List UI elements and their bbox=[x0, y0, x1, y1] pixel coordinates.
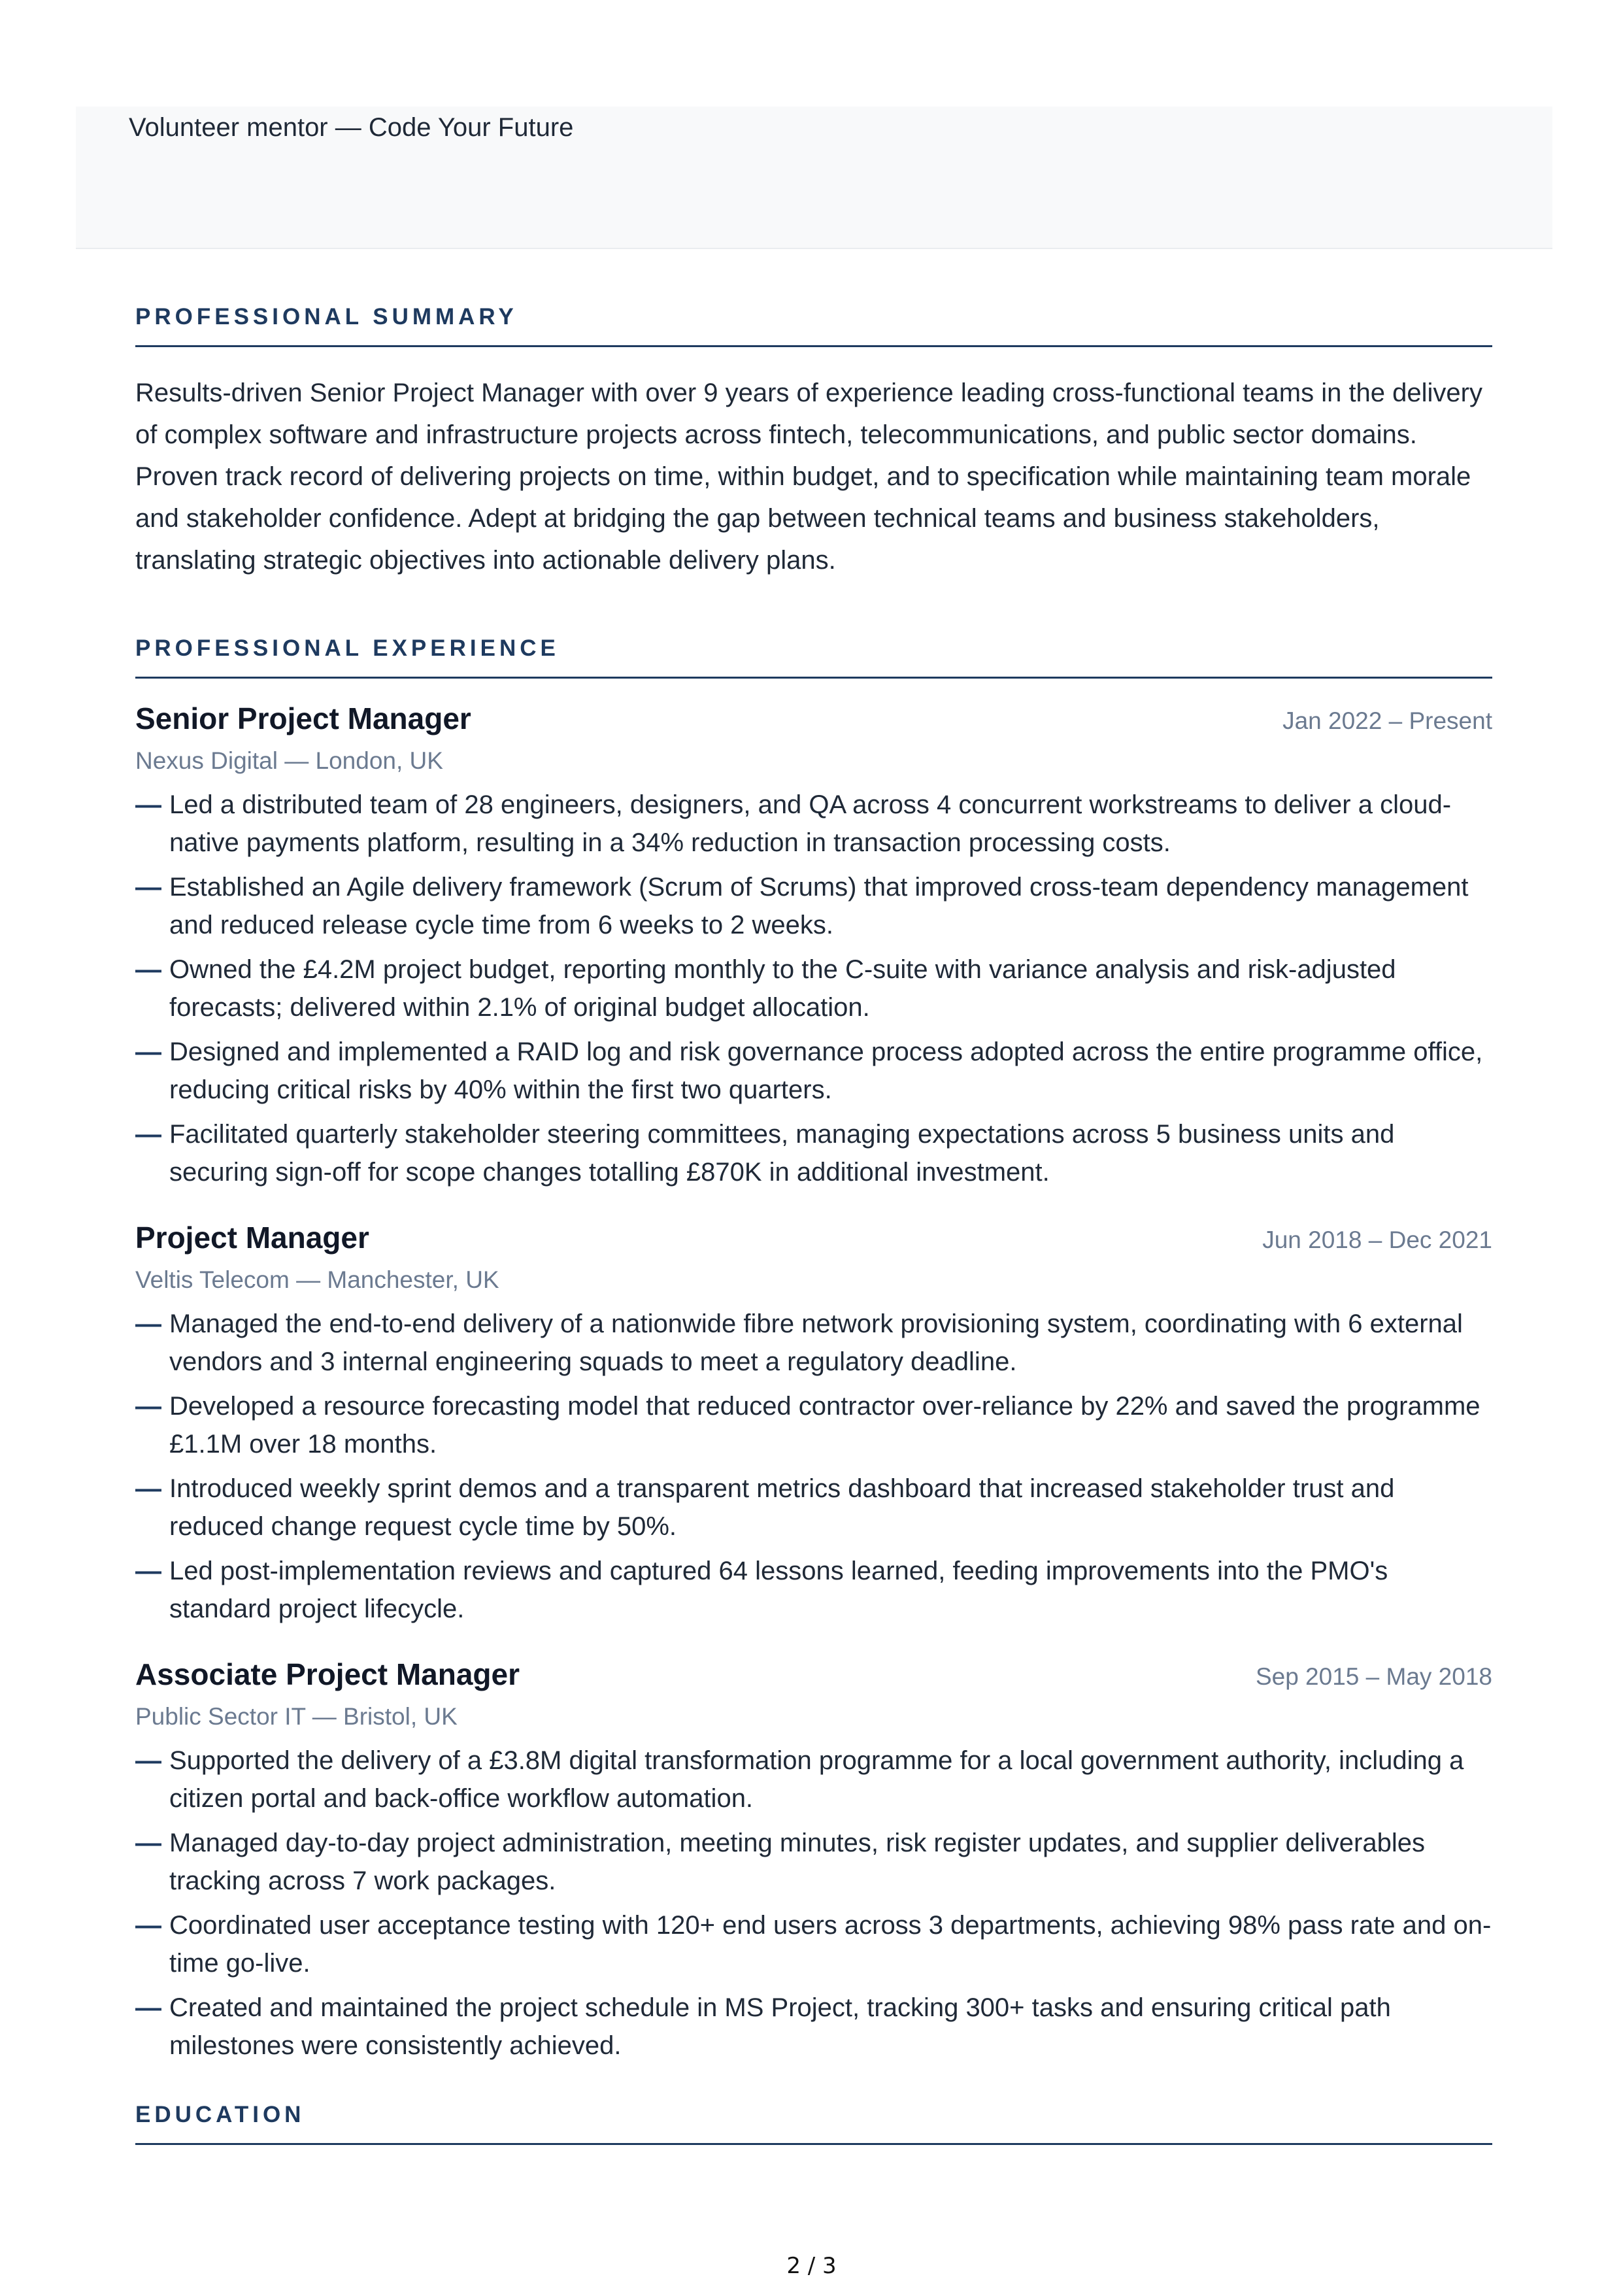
job-company: Veltis Telecom — Manchester, UK bbox=[135, 1266, 499, 1293]
resume-content bbox=[135, 301, 1492, 2145]
bullet-text: Designed and implemented a RAID log and risk governance process adopted across the entire programme office, reducing critical risks by 40% within the first two quarters. bbox=[169, 1038, 1483, 1104]
bullet-dash: — bbox=[135, 1911, 161, 1940]
bullet-text: Managed day-to-day project administration, meeting minutes, risk register updates, and supplier deliverables tracking across 7 work packages. bbox=[169, 1829, 1425, 1895]
job-header bbox=[135, 1654, 1492, 1697]
bullet-dash: — bbox=[135, 955, 161, 984]
bullet-dash: — bbox=[135, 1392, 161, 1421]
bullet-text: Established an Agile delivery framework (Scrum of Scrums) that improved cross-team dependency management and reduced release cycle time from 6 weeks to 2 weeks. bbox=[169, 873, 1469, 939]
job-dates: Sep 2015 – May 2018 bbox=[1255, 1663, 1492, 1690]
job-entry bbox=[135, 1654, 1492, 2065]
summary-text: Results-driven Senior Project Manager with over 9 years of experience leading cross-functional teams in the delivery of complex software and infrastructure projects across fintech, telecommunications, and public sector domains. Proven track record of delivering projects on time, within budget, and to specification while maintaining team morale and stakeholder confidence. Adept at bridging the gap between technical teams and business stakeholders, translating strategic objectives into actionable delivery plans. bbox=[135, 379, 1482, 575]
bullet-text: Managed the end-to-end delivery of a nationwide fibre network provisioning system, coordinating with 6 external vendors and 3 internal engineering squads to meet a regulatory deadline. bbox=[169, 1309, 1463, 1376]
job-company: Nexus Digital — London, UK bbox=[135, 747, 443, 774]
experience-section bbox=[135, 632, 1492, 2065]
summary-section bbox=[135, 301, 1492, 581]
bullet-text: Introduced weekly sprint demos and a transparent metrics dashboard that increased stakeholder trust and reduced change request cycle time by 50%. bbox=[169, 1474, 1395, 1541]
bullet-item bbox=[135, 1552, 1492, 1628]
bullet-item bbox=[135, 951, 1492, 1026]
bullet-dash: — bbox=[135, 1309, 161, 1338]
bullet-text: Facilitated quarterly stakeholder steering committees, managing expectations across 5 business units and securing sign-off for scope changes totalling £870K in additional investment. bbox=[169, 1120, 1395, 1187]
job-bullets bbox=[135, 1305, 1492, 1628]
bullet-dash: — bbox=[135, 1557, 161, 1585]
job-entry bbox=[135, 698, 1492, 1191]
job-dates: Jun 2018 – Dec 2021 bbox=[1262, 1226, 1492, 1253]
bullet-item bbox=[135, 1115, 1492, 1191]
additional-info-panel bbox=[76, 107, 1552, 249]
page-number: 2 / 3 bbox=[786, 2253, 837, 2279]
bullet-dash: — bbox=[135, 1829, 161, 1857]
job-entry bbox=[135, 1217, 1492, 1628]
bullet-text: Created and maintained the project schedule in MS Project, tracking 300+ tasks and ensuring critical path milestones were consistently achieved. bbox=[169, 1993, 1391, 2060]
bullet-dash: — bbox=[135, 873, 161, 902]
education-section bbox=[135, 2099, 1492, 2145]
bullet-dash: — bbox=[135, 790, 161, 819]
bullet-item bbox=[135, 1906, 1492, 1982]
job-header bbox=[135, 698, 1492, 741]
bullet-text: Supported the delivery of a £3.8M digital transformation programme for a local government authority, including a citizen portal and back-office workflow automation. bbox=[169, 1746, 1464, 1813]
bullet-text: Coordinated user acceptance testing with 120+ end users across 3 departments, achieving 98% pass rate and on-time go-live. bbox=[169, 1911, 1492, 1978]
bullet-text: Led a distributed team of 28 engineers, designers, and QA across 4 concurrent workstreams to deliver a cloud-native payments platform, resulting in a 34% reduction in transaction processing costs. bbox=[169, 790, 1452, 857]
bullet-item bbox=[135, 1989, 1492, 2065]
job-list bbox=[135, 698, 1492, 2065]
bullet-dash: — bbox=[135, 1474, 161, 1503]
job-header bbox=[135, 1217, 1492, 1260]
bullet-item bbox=[135, 1305, 1492, 1381]
volunteer-entry: Volunteer mentor — Code Your Future bbox=[129, 113, 574, 142]
job-title: Associate Project Manager bbox=[135, 1657, 520, 1691]
summary-heading: PROFESSIONAL SUMMARY bbox=[135, 301, 1492, 347]
bullet-dash: — bbox=[135, 1038, 161, 1066]
bullet-dash: — bbox=[135, 1120, 161, 1149]
job-dates: Jan 2022 – Present bbox=[1282, 707, 1492, 734]
job-company: Public Sector IT — Bristol, UK bbox=[135, 1703, 458, 1730]
experience-heading: PROFESSIONAL EXPERIENCE bbox=[135, 632, 1492, 679]
bullet-text: Developed a resource forecasting model that reduced contractor over-reliance by 22% and saved the programme £1.1M over 18 months. bbox=[169, 1392, 1481, 1459]
bullet-item bbox=[135, 1470, 1492, 1545]
bullet-item bbox=[135, 1033, 1492, 1109]
job-title: Senior Project Manager bbox=[135, 701, 471, 735]
bullet-item bbox=[135, 1387, 1492, 1463]
bullet-dash: — bbox=[135, 1746, 161, 1775]
bullet-item bbox=[135, 1742, 1492, 1817]
bullet-item bbox=[135, 786, 1492, 862]
bullet-text: Led post-implementation reviews and captured 64 lessons learned, feeding improvements into the PMO's standard project lifecycle. bbox=[169, 1557, 1388, 1623]
bullet-item bbox=[135, 1824, 1492, 1900]
job-title: Project Manager bbox=[135, 1221, 369, 1255]
bullet-item bbox=[135, 868, 1492, 944]
education-heading: EDUCATION bbox=[135, 2099, 1492, 2145]
bullet-dash: — bbox=[135, 1993, 161, 2022]
bullet-text: Owned the £4.2M project budget, reporting monthly to the C-suite with variance analysis and risk-adjusted forecasts; delivered within 2.1% of original budget allocation. bbox=[169, 955, 1396, 1022]
job-bullets bbox=[135, 786, 1492, 1191]
job-bullets bbox=[135, 1742, 1492, 2065]
